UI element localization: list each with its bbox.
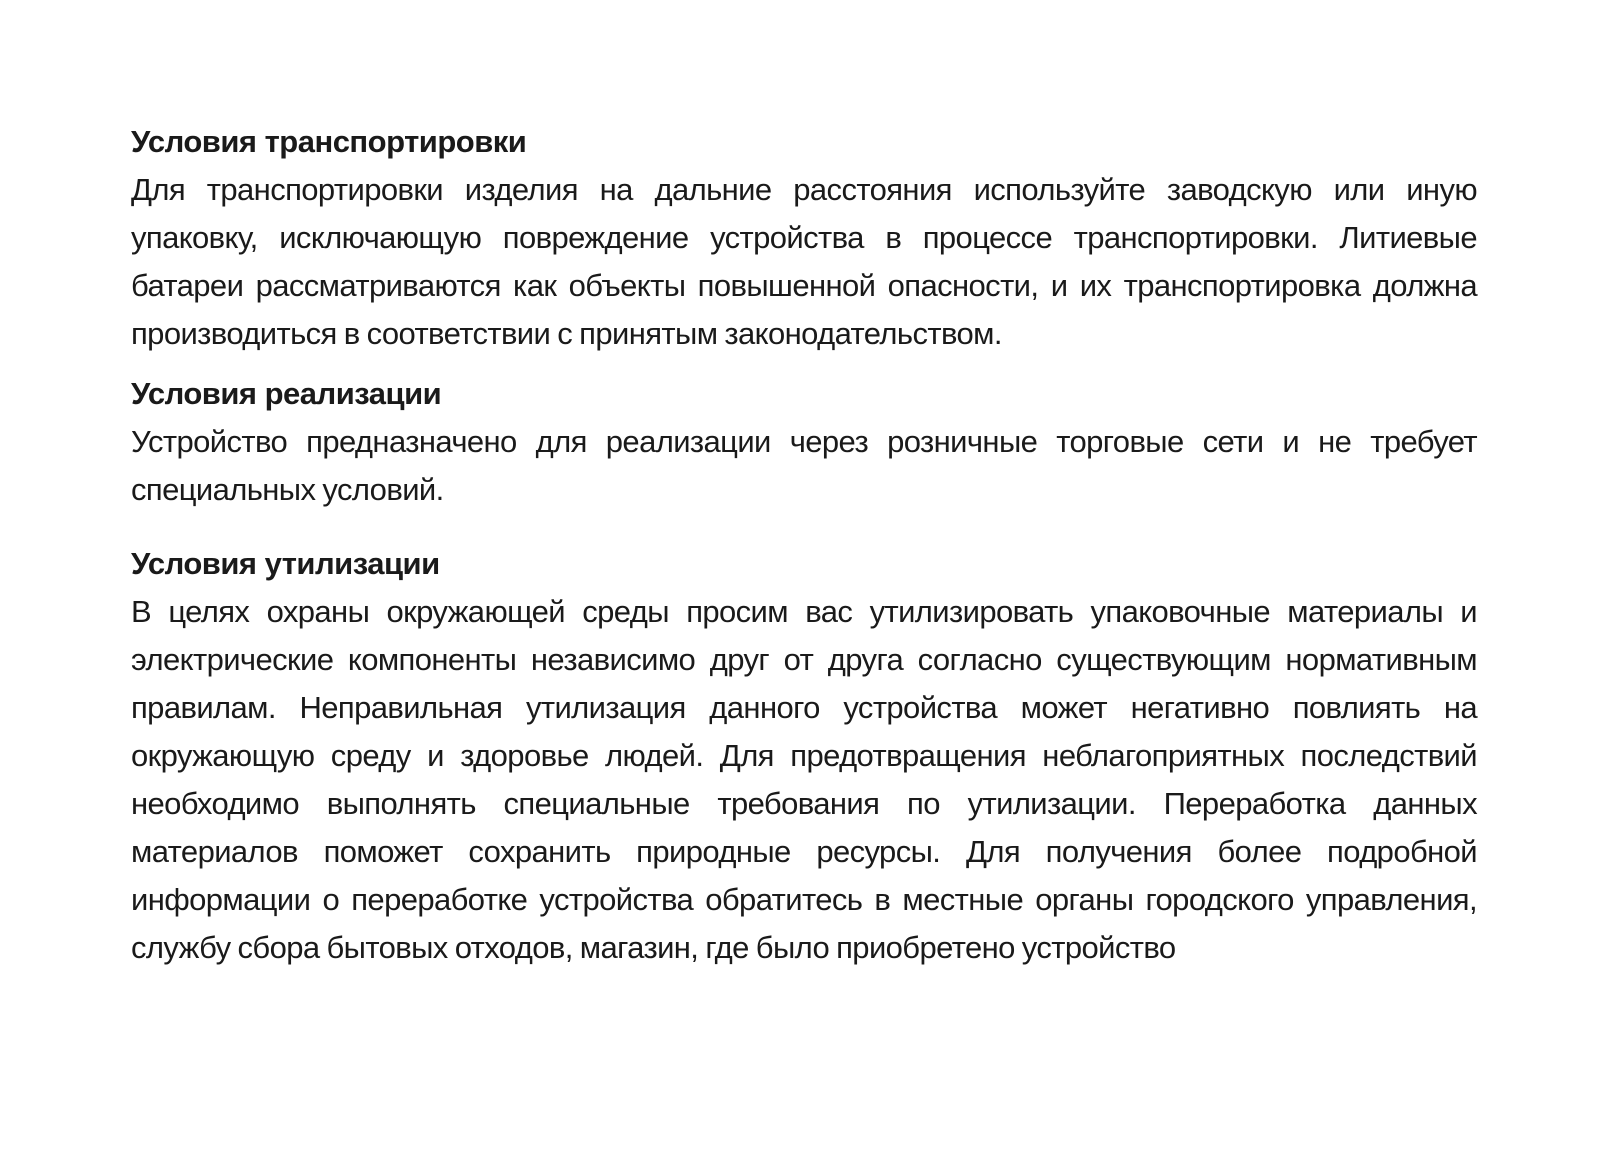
section-transportation bbox=[131, 118, 1477, 358]
section-heading-transportation: Условия транспортировки bbox=[131, 124, 527, 159]
section-heading-disposal: Условия утилизации bbox=[131, 546, 440, 581]
section-sales bbox=[131, 370, 1477, 514]
section-text-disposal: В целях охраны окружающей среды просим вас утилизировать упаковочные материалы и электрические компоненты независимо друг от друга согласно существующим нормативным правилам. Неправильная утилизация данного устройства может негативно повлиять на окружающую среду и здоровье людей. Для предотвращения неблагоприятных последствий необходимо выполнять специальные требования по утилизации. Переработка данных материалов поможет сохранить природные ресурсы. Для получения более подробной информации о переработке устройства обратитесь в местные органы городского управления, службу сбора бытовых отходов, магазин, где было приобретено устройство bbox=[131, 594, 1477, 965]
section-text-transportation: Для транспортировки изделия на дальние расстояния используйте заводскую или иную упаковку, исключающую повреждение устройства в процессе транспортировки. Литиевые батареи рассматриваются как объекты повышенной опасности, и их транспортировка должна производиться в соответствии с принятым законодательством. bbox=[131, 172, 1477, 351]
section-heading-sales: Условия реализации bbox=[131, 376, 442, 411]
section-text-sales: Устройство предназначено для реализации через розничные торговые сети и не требует специальных условий. bbox=[131, 424, 1477, 507]
section-disposal bbox=[131, 540, 1477, 972]
document-page bbox=[131, 118, 1477, 972]
